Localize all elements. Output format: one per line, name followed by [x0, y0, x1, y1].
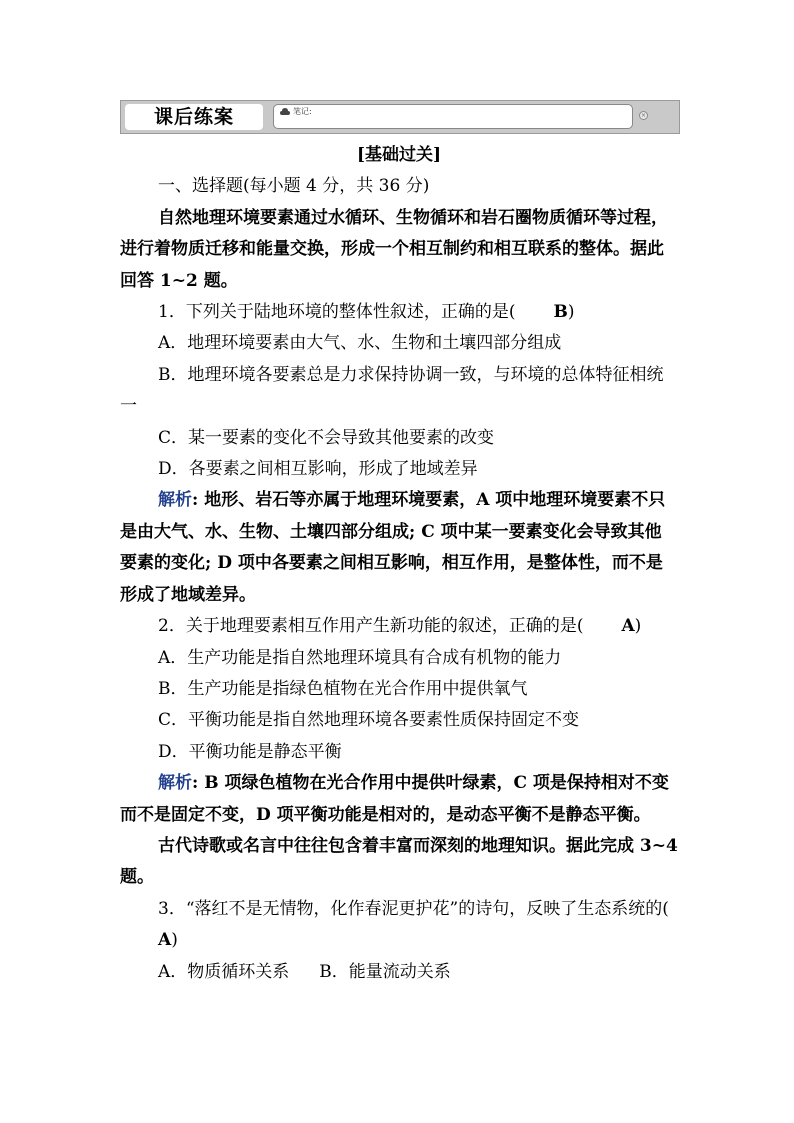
header-bar [120, 100, 680, 134]
question-1-option-a: A．地理环境要素由大气、水、生物和土壤四部分组成 [158, 333, 562, 354]
question-2-answer: A [621, 616, 635, 637]
question-2-text: 2．关于地理要素相互作用产生新功能的叙述，正确的是( [158, 616, 584, 637]
question-1-stem [120, 297, 678, 328]
question-2-option-d: D．平衡功能是静态平衡 [158, 741, 342, 762]
notes-input[interactable] [273, 104, 633, 129]
question-1-analysis [120, 485, 678, 611]
close-icon[interactable]: × [640, 112, 647, 119]
analysis-text: : B 项绿色植物在光合作用中提供叶绿素，C 项是保持相对不变而不是固定不变，D 项平衡功能是相对的，是动态平衡不是静态平衡。 [120, 773, 669, 825]
passage-2: 古代诗歌或名言中往往包含着丰富而深刻的地理知识。据此完成 3~4 题。 [120, 835, 678, 888]
notes-label: 笔记: [293, 107, 312, 116]
question-3-close: ) [171, 930, 178, 951]
page-title: 课后练案 [125, 104, 263, 130]
passage-1: 自然地理环境要素通过水循环、生物循环和岩石圈物质循环等过程，进行着物质迁移和能量交换，形成一个相互制约和相互联系的整体。据此回答 1~2 题。 [120, 207, 668, 291]
analysis-label: 解析 [158, 490, 192, 511]
question-1-answer: B [553, 302, 568, 323]
question-1-option-d: D．各要素之间相互影响，形成了地域差异 [158, 459, 478, 480]
exercise-content [120, 140, 678, 988]
question-2-option-b: B．生产功能是指绿色植物在光合作用中提供氧气 [158, 678, 528, 699]
question-3-text: 3．“落红不是无情物，化作春泥更护花”的诗句，反映了生态系统的( [158, 898, 669, 919]
question-3-options [120, 957, 678, 988]
question-2-stem [120, 611, 678, 642]
question-3-option-b: B．能量流动关系 [319, 961, 451, 982]
part-heading: 一、选择题(每小题 4 分，共 36 分) [158, 176, 430, 197]
question-3-option-a: A．物质循环关系 [158, 961, 290, 982]
question-2-option-c: C．平衡功能是指自然地理环境各要素性质保持固定不变 [158, 710, 580, 731]
question-1-text: 1．下列关于陆地环境的整体性叙述，正确的是( [158, 302, 516, 323]
section-title: [基础过关] [356, 145, 442, 165]
analysis-text: : 地形、岩石等亦属于地理环境要素，A 项中地理环境要素不只是由大气、水、生物、土壤四部分组成; C 项中某一要素变化会导致其他要素的变化; D 项中各要素之间相互影响，相互作用，是整体性，而不是形成了地域差异。 [120, 490, 666, 605]
cloud-icon [280, 108, 290, 116]
question-1-option-c: C．某一要素的变化不会导致其他要素的改变 [158, 427, 495, 448]
question-1-close: ) [567, 302, 575, 323]
analysis-label: 解析 [158, 773, 192, 794]
question-2-close: ) [634, 616, 642, 637]
question-2-analysis [120, 768, 678, 831]
question-1-option-b: B．地理环境各要素总是力求保持协调一致，与环境的总体特征相统一 [120, 364, 664, 417]
question-3-answer: A [158, 930, 172, 951]
question-3-stem [120, 894, 678, 957]
question-2-option-a: A．生产功能是指自然地理环境具有合成有机物的能力 [158, 647, 562, 668]
